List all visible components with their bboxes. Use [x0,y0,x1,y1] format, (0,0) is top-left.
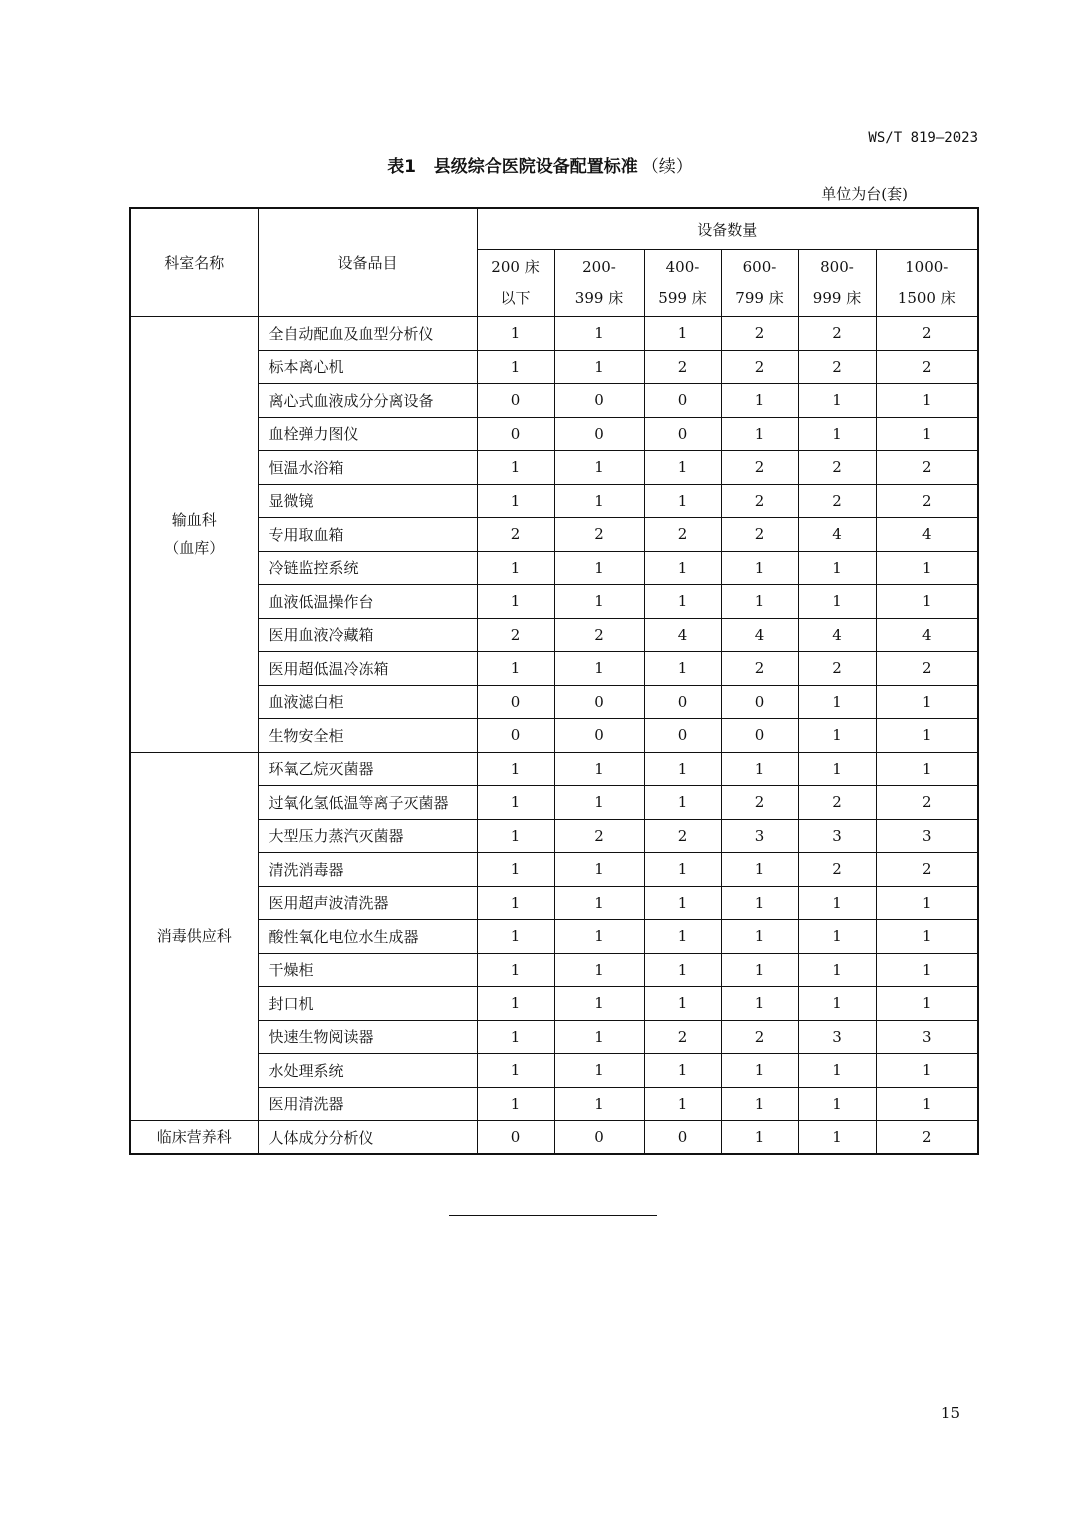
item-cell: 清洗消毒器 [258,853,477,887]
quantity-cell: 1 [644,551,721,585]
table-row [130,1054,978,1088]
item-cell: 大型压力蒸汽灭菌器 [258,819,477,853]
header-bed-col: 600- 799 床 [721,250,798,317]
quantity-cell: 0 [721,685,798,719]
quantity-cell: 1 [477,1054,554,1088]
quantity-cell: 1 [477,451,554,485]
quantity-cell: 1 [876,920,978,954]
table-row [130,652,978,686]
quantity-cell: 1 [644,1087,721,1121]
quantity-cell: 1 [721,585,798,619]
quantity-cell: 1 [876,551,978,585]
quantity-cell: 0 [477,384,554,418]
table-title-label: 表1 [387,157,417,177]
item-cell: 全自动配血及血型分析仪 [258,317,477,351]
quantity-cell: 3 [876,1020,978,1054]
quantity-cell: 2 [721,1020,798,1054]
quantity-cell: 4 [876,618,978,652]
table-row [130,518,978,552]
table-row [130,953,978,987]
quantity-cell: 1 [644,786,721,820]
quantity-cell: 0 [477,417,554,451]
table-row [130,987,978,1021]
quantity-cell: 1 [477,652,554,686]
quantity-cell: 1 [644,953,721,987]
quantity-cell: 1 [477,752,554,786]
quantity-cell: 1 [798,987,876,1021]
quantity-cell: 0 [644,384,721,418]
quantity-cell: 1 [554,1054,644,1088]
quantity-cell: 1 [644,317,721,351]
table-row [130,1121,978,1155]
quantity-cell: 1 [876,417,978,451]
quantity-cell: 0 [644,685,721,719]
quantity-cell: 1 [477,987,554,1021]
quantity-cell: 2 [876,1121,978,1155]
unit-note: 单位为台(套) [821,185,908,203]
quantity-cell: 3 [876,819,978,853]
quantity-cell: 0 [554,417,644,451]
quantity-cell: 2 [644,518,721,552]
quantity-cell: 2 [798,484,876,518]
quantity-cell: 1 [876,953,978,987]
quantity-cell: 2 [876,786,978,820]
quantity-cell: 1 [477,886,554,920]
dept-cell: 输血科 （血库） [130,317,258,753]
quantity-cell: 2 [798,451,876,485]
quantity-cell: 1 [798,953,876,987]
table-row [130,685,978,719]
quantity-cell: 1 [798,585,876,619]
quantity-cell: 4 [721,618,798,652]
quantity-cell: 1 [554,786,644,820]
quantity-cell: 2 [721,518,798,552]
item-cell: 医用血液冷藏箱 [258,618,477,652]
quantity-cell: 4 [798,518,876,552]
table-row [130,1020,978,1054]
quantity-cell: 2 [876,484,978,518]
quantity-cell: 4 [876,518,978,552]
table-row [130,719,978,753]
item-cell: 专用取血箱 [258,518,477,552]
quantity-cell: 1 [721,886,798,920]
item-cell: 医用超低温冷冻箱 [258,652,477,686]
dept-cell: 消毒供应科 [130,752,258,1121]
quantity-cell: 1 [554,585,644,619]
quantity-cell: 1 [644,451,721,485]
item-cell: 水处理系统 [258,1054,477,1088]
quantity-cell: 2 [876,350,978,384]
quantity-cell: 0 [644,1121,721,1155]
item-cell: 干燥柜 [258,953,477,987]
quantity-cell: 1 [876,1054,978,1088]
table-row [130,551,978,585]
quantity-cell: 0 [644,417,721,451]
end-rule [449,1215,657,1216]
quantity-cell: 1 [477,317,554,351]
quantity-cell: 1 [721,384,798,418]
quantity-cell: 1 [798,752,876,786]
header-quantity-group: 设备数量 [477,208,978,250]
quantity-cell: 0 [554,685,644,719]
quantity-cell: 2 [644,819,721,853]
quantity-cell: 4 [644,618,721,652]
quantity-cell: 1 [554,350,644,384]
quantity-cell: 1 [721,551,798,585]
header-dept: 科室名称 [130,208,258,317]
table-row [130,819,978,853]
equipment-table [129,207,979,1155]
item-cell: 环氧乙烷灭菌器 [258,752,477,786]
table-row [130,618,978,652]
quantity-cell: 2 [477,518,554,552]
quantity-cell: 1 [554,551,644,585]
quantity-cell: 1 [876,585,978,619]
table-title-continued: （续） [641,157,693,177]
quantity-cell: 2 [721,484,798,518]
quantity-cell: 1 [798,1121,876,1155]
quantity-cell: 1 [876,685,978,719]
item-cell: 医用清洗器 [258,1087,477,1121]
quantity-cell: 0 [477,685,554,719]
table-row [130,752,978,786]
quantity-cell: 1 [644,585,721,619]
table-row [130,384,978,418]
item-cell: 生物安全柜 [258,719,477,753]
table-body [130,317,978,1155]
item-cell: 血液低温操作台 [258,585,477,619]
quantity-cell: 1 [721,1087,798,1121]
quantity-cell: 2 [721,317,798,351]
table-row [130,417,978,451]
quantity-cell: 1 [721,953,798,987]
quantity-cell: 1 [876,384,978,418]
table-title-text: 县级综合医院设备配置标准 [433,157,638,177]
quantity-cell: 1 [554,853,644,887]
standard-code: WS/T 819—2023 [868,130,978,146]
quantity-cell: 1 [721,1054,798,1088]
quantity-cell: 2 [876,451,978,485]
header-bed-col: 400- 599 床 [644,250,721,317]
quantity-cell: 1 [721,987,798,1021]
quantity-cell: 1 [554,1087,644,1121]
quantity-cell: 2 [798,652,876,686]
item-cell: 冷链监控系统 [258,551,477,585]
table-row [130,350,978,384]
quantity-cell: 1 [554,752,644,786]
quantity-cell: 1 [477,853,554,887]
quantity-cell: 2 [721,451,798,485]
quantity-cell: 2 [876,853,978,887]
quantity-cell: 1 [644,886,721,920]
quantity-cell: 2 [876,652,978,686]
item-cell: 恒温水浴箱 [258,451,477,485]
quantity-cell: 1 [721,752,798,786]
quantity-cell: 1 [798,384,876,418]
quantity-cell: 1 [644,920,721,954]
quantity-cell: 1 [876,987,978,1021]
quantity-cell: 1 [554,920,644,954]
quantity-cell: 1 [554,987,644,1021]
item-cell: 血栓弹力图仪 [258,417,477,451]
item-cell: 离心式血液成分分离设备 [258,384,477,418]
quantity-cell: 0 [644,719,721,753]
quantity-cell: 1 [876,719,978,753]
quantity-cell: 1 [644,484,721,518]
quantity-cell: 1 [798,551,876,585]
quantity-cell: 1 [554,451,644,485]
quantity-cell: 2 [644,1020,721,1054]
quantity-cell: 2 [798,853,876,887]
quantity-cell: 2 [798,786,876,820]
quantity-cell: 1 [477,350,554,384]
page-number: 15 [940,1404,960,1422]
quantity-cell: 2 [721,786,798,820]
table-row [130,853,978,887]
item-cell: 血液滤白柜 [258,685,477,719]
table-row [130,451,978,485]
quantity-cell: 0 [721,719,798,753]
quantity-cell: 0 [477,719,554,753]
table-row [130,585,978,619]
quantity-cell: 1 [477,1087,554,1121]
item-cell: 标本离心机 [258,350,477,384]
header-bed-col: 200- 399 床 [554,250,644,317]
quantity-cell: 1 [721,1121,798,1155]
quantity-cell: 3 [798,1020,876,1054]
header-bed-col: 800- 999 床 [798,250,876,317]
quantity-cell: 1 [644,853,721,887]
table-row [130,920,978,954]
quantity-cell: 2 [798,350,876,384]
item-cell: 医用超声波清洗器 [258,886,477,920]
item-cell: 封口机 [258,987,477,1021]
quantity-cell: 1 [554,652,644,686]
quantity-cell: 1 [721,853,798,887]
quantity-cell: 1 [876,752,978,786]
dept-cell: 临床营养科 [130,1121,258,1155]
quantity-cell: 1 [477,551,554,585]
quantity-cell: 2 [554,819,644,853]
table-row [130,317,978,351]
item-cell: 过氧化氢低温等离子灭菌器 [258,786,477,820]
header-bed-col: 1000- 1500 床 [876,250,978,317]
table-row [130,786,978,820]
quantity-cell: 0 [554,1121,644,1155]
table-row [130,484,978,518]
quantity-cell: 1 [644,1054,721,1088]
quantity-cell: 2 [721,652,798,686]
quantity-cell: 1 [644,752,721,786]
quantity-cell: 0 [554,719,644,753]
quantity-cell: 1 [798,1054,876,1088]
quantity-cell: 1 [721,417,798,451]
quantity-cell: 1 [798,920,876,954]
quantity-cell: 1 [644,652,721,686]
quantity-cell: 1 [554,317,644,351]
quantity-cell: 1 [477,819,554,853]
quantity-cell: 2 [477,618,554,652]
quantity-cell: 2 [798,317,876,351]
quantity-cell: 1 [554,484,644,518]
quantity-cell: 1 [721,920,798,954]
quantity-cell: 2 [876,317,978,351]
item-cell: 人体成分分析仪 [258,1121,477,1155]
item-cell: 显微镜 [258,484,477,518]
quantity-cell: 1 [554,953,644,987]
header-item: 设备品目 [258,208,477,317]
quantity-cell: 1 [876,886,978,920]
item-cell: 酸性氧化电位水生成器 [258,920,477,954]
quantity-cell: 1 [554,886,644,920]
quantity-cell: 1 [798,417,876,451]
quantity-cell: 1 [477,786,554,820]
quantity-cell: 1 [477,585,554,619]
quantity-cell: 2 [554,518,644,552]
quantity-cell: 1 [876,1087,978,1121]
quantity-cell: 2 [554,618,644,652]
quantity-cell: 1 [798,719,876,753]
table-title [0,152,1080,177]
quantity-cell: 3 [798,819,876,853]
quantity-cell: 0 [477,1121,554,1155]
quantity-cell: 1 [798,1087,876,1121]
quantity-cell: 1 [798,886,876,920]
quantity-cell: 3 [721,819,798,853]
item-cell: 快速生物阅读器 [258,1020,477,1054]
header-bed-col: 200 床 以下 [477,250,554,317]
quantity-cell: 1 [644,987,721,1021]
quantity-cell: 2 [644,350,721,384]
table-row [130,886,978,920]
quantity-cell: 1 [554,1020,644,1054]
quantity-cell: 4 [798,618,876,652]
quantity-cell: 1 [477,953,554,987]
quantity-cell: 1 [798,685,876,719]
quantity-cell: 1 [477,484,554,518]
quantity-cell: 1 [477,1020,554,1054]
quantity-cell: 0 [554,384,644,418]
table-row [130,1087,978,1121]
quantity-cell: 1 [477,920,554,954]
quantity-cell: 2 [721,350,798,384]
